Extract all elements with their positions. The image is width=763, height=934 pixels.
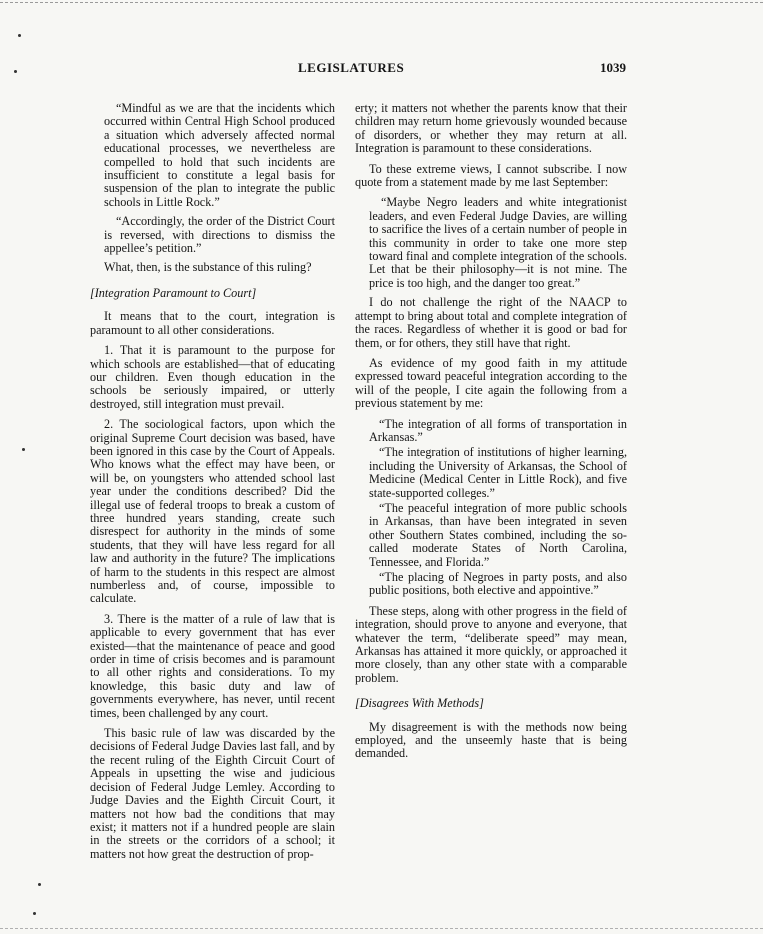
block-quote: “Maybe Negro leaders and white integrationist leaders, and even Federal Judge Davies, are willing to sacrifice the lives of a certain number of people in this community in order to take one more step toward final and complete integration of the schools. Let that be their philosophy—it is not mine. The price is too high, and the danger too great.”	[369, 195, 627, 290]
body-paragraph: My disagreement is with the methods now being employed, and the unseemly haste that is being demanded.	[355, 719, 627, 761]
running-head: LEGISLATURES	[298, 60, 405, 75]
body-paragraph: As evidence of my good faith in my attitude expressed toward peaceful integration according to the will of the people, I cite again the following from a previous statement by me:	[355, 355, 627, 411]
scan-edge-bottom	[0, 928, 763, 929]
body-paragraph: erty; it matters not whether the parents know that their children may return home grievously wounded because of disorders, or whether they may return at all. Integration is paramount to these considerations.	[355, 101, 627, 156]
body-paragraph: It means that to the court, integration is paramount to all other considerations.	[90, 309, 335, 337]
quoted-list	[369, 418, 627, 598]
court-quote-paragraph: “Accordingly, the order of the District Court is reversed, with directions to dismiss the appellee’s petition.”	[104, 214, 335, 256]
section-heading: [Integration Paramount to Court]	[90, 285, 257, 300]
body-paragraph: These steps, along with other progress in the field of integration, should prove to anyone and everyone, that whatever the term, “deliberate speed” may mean, Arkansas has attained it more quickly, or approached it more closely, than any other state with a comparable problem.	[355, 603, 627, 685]
numbered-point: 3. There is the matter of a rule of law that is applicable to every government that has ever existed—that the maintenance of peace and good order in time of crisis becomes and is paramount to all other rights and considerations. To my knowledge, this basic duty and law of governments everywhere, has never, until recent times, been challenged by any court.	[90, 611, 335, 720]
body-paragraph: What, then, is the substance of this ruling?	[104, 260, 312, 275]
quoted-list-item: “The integration of all forms of transportation in Arkansas.”	[369, 416, 627, 444]
scan-speck	[38, 883, 41, 886]
right-column	[355, 102, 627, 768]
quoted-list-item: “The integration of institutions of higher learning, including the University of Arkansas, the School of Medicine (Medical Center in Little Rock), and five state-supported colleges.”	[369, 445, 627, 500]
scan-speck	[22, 448, 25, 451]
scan-speck	[18, 34, 21, 37]
body-paragraph: To these extreme views, I cannot subscribe. I now quote from a statement made by me last September:	[355, 161, 627, 190]
section-heading: [Disagrees With Methods]	[355, 696, 484, 711]
numbered-point: 2. The sociological factors, upon which the original Supreme Court decision was based, have been ignored in this case by the Court of Appeals. Who knows what the effect may have been, or will be, on youngsters who attended school last year under the conditions described? Did the illegal use of federal troops to break a custom of three hundred years standing, create such disrespect for authority in the minds of some students, that they will have less regard for all law and authority in the future? The implications of harm to the students in this respect are almost numberless and, of course, impossible to calculate.	[90, 417, 335, 606]
quoted-list-item: “The peaceful integration of more public schools in Arkansas, than have been integrated in seven other Southern States combined, including the so-called moderate States of North Carolina, Tennessee, and Florida.”	[369, 500, 627, 569]
numbered-point: 1. That it is paramount to the purpose for which schools are established—that of educating our children. Even though education in the schools be seriously impaired, or utterly destroyed, still integration must prevail.	[90, 343, 335, 411]
scan-edge-top	[0, 2, 763, 3]
scan-speck	[14, 70, 17, 73]
scan-speck	[33, 912, 36, 915]
quoted-list-item: “The placing of Negroes in party posts, and also public positions, both elective and appointive.”	[369, 570, 627, 598]
court-quote-paragraph: “Mindful as we are that the incidents which occurred within Central High School produced a situation which adversely affected normal educational processes, we nevertheless are compelled to hold that such incidents are insufficient to constitute a legal basis for suspension of the plan to integrate the public schools in Little Rock.”	[104, 101, 335, 209]
page-number: 1039	[600, 60, 626, 75]
body-paragraph: This basic rule of law was discarded by the decisions of Federal Judge Davies last fall, and by the recent ruling of the Eighth Circuit Court of Appeals in upsetting the wise and judicious decision of Federal Judge Lemley. According to Judge Davies and the Eighth Circuit Court, it matters not how bad the conditions that may exist; it matters not if a hundred people are slain in the streets or the corridors of a school; it matters not how great the destruction of prop-	[90, 726, 335, 861]
left-column	[90, 102, 335, 868]
body-paragraph: I do not challenge the right of the NAACP to attempt to bring about total and complete integration of the races. Regardless of whether it is good or bad for them, or for others, they still have that right.	[355, 295, 627, 350]
